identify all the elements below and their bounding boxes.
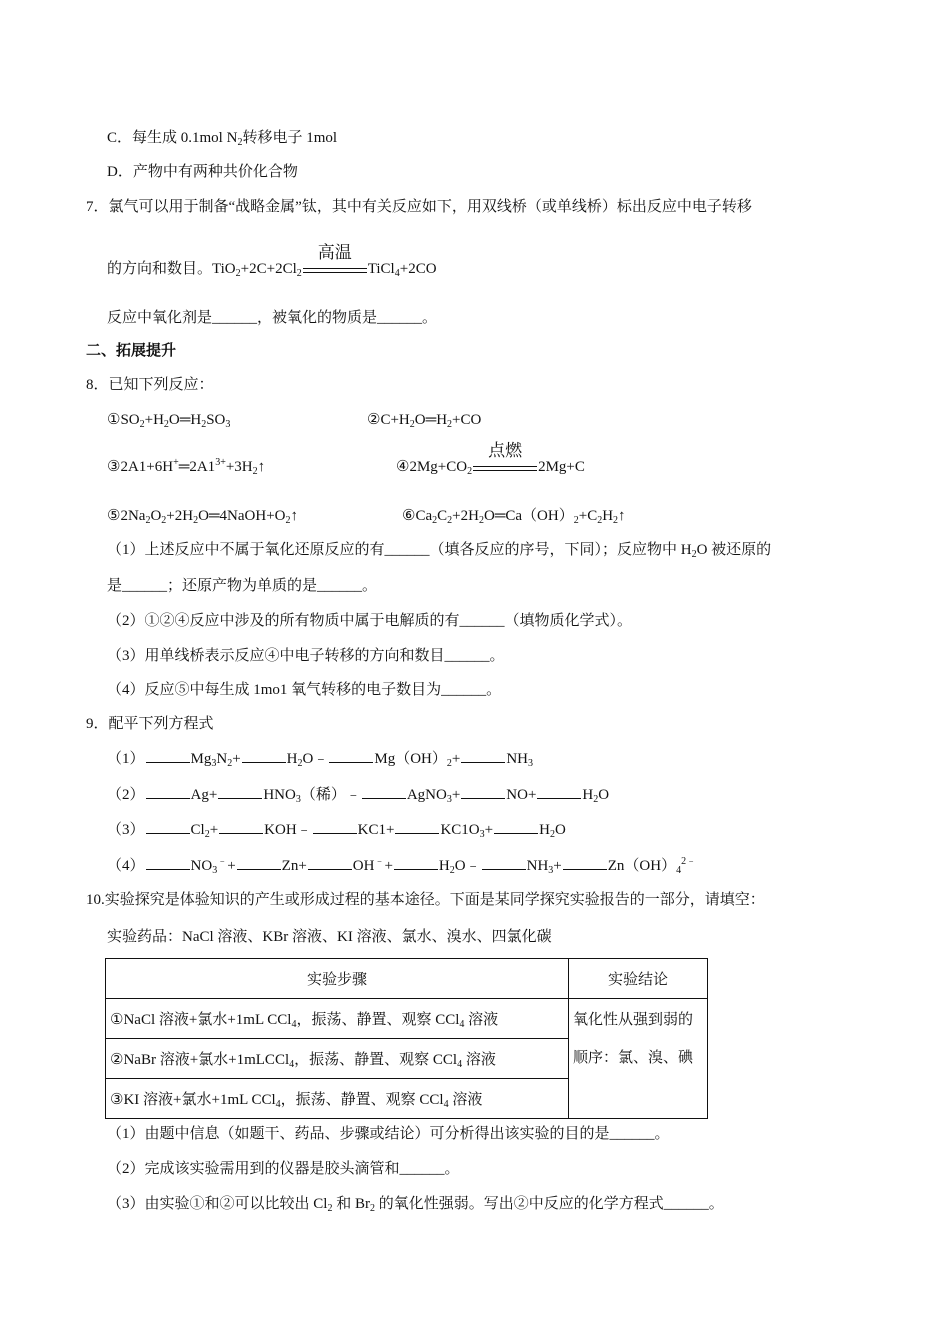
- conclusion-cell: 氧化性从强到弱的顺序：氯、溴、碘: [569, 999, 708, 1119]
- step-3: ③KI 溶液+氯水+1mL CCl$_4$，振荡、静置、观察 CCl$_4$ 溶液: [106, 1079, 569, 1119]
- q10-drugs: 实验药品：NaCl 溶液、KBr 溶液、KI 溶液、氯水、溴水、四氯化碳: [107, 929, 552, 945]
- q9-stem: 9．配平下列方程式: [86, 716, 214, 732]
- step-2: ②NaBr 溶液+氯水+1mLCCl$_4$，振荡、静置、观察 CCl$_4$ 溶液: [106, 1039, 569, 1079]
- reaction-5: $⑤2Na_2O_2+2H_2O═4NaOH+O_2↑$: [107, 508, 298, 526]
- reaction-3: $③2A1+6H^+═2A1^{3+}+3H_2↑$: [107, 457, 266, 477]
- header-steps: 实验步骤: [106, 959, 569, 999]
- q8-sub3: （3）用单线桥表示反应④中电子转移的方向和数目______。: [107, 648, 505, 664]
- reaction-4: $④2Mg+CO_2$ 点燃 2Mg+C: [396, 441, 585, 477]
- option-c: C．每生成 0.1mol $N_2$转移电子 1mol: [107, 130, 338, 148]
- condition-high-temp: 高温: [303, 258, 367, 280]
- reaction-1: $①SO_2+H_2O═H_2SO_3$: [107, 412, 231, 430]
- q10-sub3: （3）由实验①和②可以比较出 $Cl_2$ 和 $Br_2$ 的氧化性强弱。写出②中反应的化学方程式______。: [107, 1196, 724, 1214]
- q9-eq4: （4） $NO_3^﹣+ Zn+ OH^﹣+$ $H_2O﹣$ $NH_3+ Zn(OH)_4^{2﹣}$: [107, 856, 697, 876]
- q9-eq2: （2） $Ag+ HNO_3$（稀）﹣ AgNO$_3$+ $NO+ H_2O$: [107, 784, 609, 806]
- condition-ignite: 点燃: [473, 456, 537, 478]
- q7-blanks: 反应中氧化剂是______，被氧化的物质是______。: [107, 310, 438, 326]
- q7-equation: 的方向和数目。$TiO_2+2C+2Cl_2$ 高温 TiCl$_4$+2CO: [107, 243, 437, 279]
- reaction-2: $②C+H_2O═H_2+CO$: [367, 412, 482, 430]
- q10-stem: 10.实验探究是体验知识的产生或形成过程的基本途径。下面是某同学探究实验报告的一部分，请填空：: [86, 892, 765, 908]
- experiment-table: [105, 958, 708, 1119]
- q8-sub2: （2）①②④反应中涉及的所有物质中属于电解质的有______（填物质化学式）。: [107, 613, 633, 629]
- q8-stem: 8．已知下列反应：: [86, 377, 214, 393]
- q9-eq3: （3） $Cl_2+$ KOH﹣ $KC1+ KC1O_3+ H_2O$: [107, 819, 566, 841]
- header-conclusion: 实验结论: [569, 959, 708, 999]
- q10-sub1: （1）由题中信息（如题干、药品、步骤或结论）可分析得出该实验的目的是______。: [107, 1126, 670, 1142]
- q10-sub2: （2）完成该实验需用到的仪器是胶头滴管和______。: [107, 1161, 460, 1177]
- option-d: D．产物中有两种共价化合物: [107, 164, 298, 180]
- q7-stem: 7．氯气可以用于制备“战略金属”钛，其中有关反应如下，用双线桥（或单线桥）标出反应中电子转移: [86, 199, 752, 215]
- q8-sub1-cont: 是______；还原产物为单质的是______。: [107, 578, 378, 594]
- q8-sub1: （1）上述反应中不属于氧化还原反应的有______（填各反应的序号，下同）；反应物中 $H_2O$ 被还原的: [107, 542, 772, 560]
- step-1: ①NaCl 溶液+氯水+1mL CCl$_4$，振荡、静置、观察 CCl$_4$ 溶液: [106, 999, 569, 1039]
- reaction-6: $⑥Ca_2C_2+2H_2O═Ca(OH)_2+C_2H_2↑$: [402, 508, 626, 526]
- q9-eq1: （1） $Mg_3N_2+$ $H_2O﹣$ $Mg(OH)_2+ NH_3$: [107, 748, 533, 770]
- section-title: 二、拓展提升: [86, 343, 177, 359]
- q8-sub4: （4）反应⑤中每生成 1mo1 氧气转移的电子数目为______。: [107, 682, 502, 698]
